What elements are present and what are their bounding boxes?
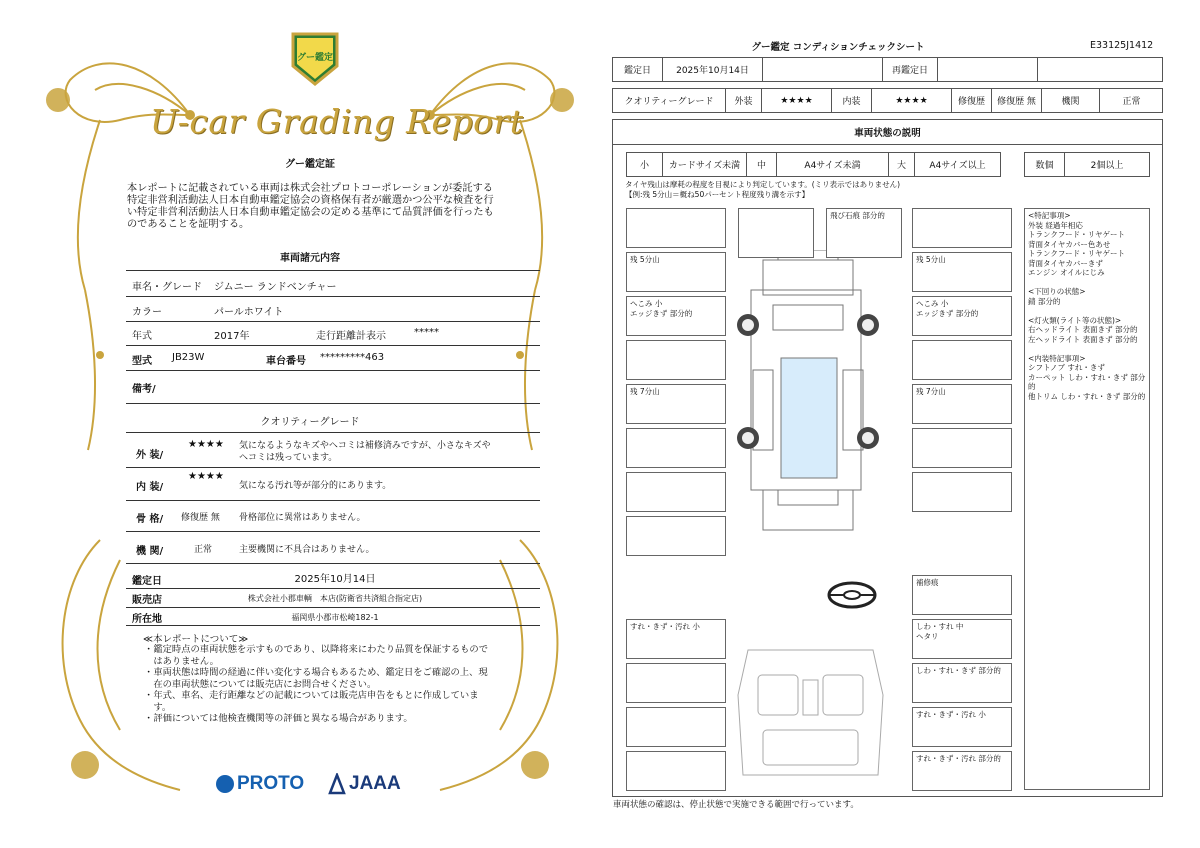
proto-logo-text: PROTO	[237, 773, 305, 794]
ext-box-left-4	[626, 340, 726, 380]
notice-list	[144, 644, 494, 725]
ext-label: 外装	[726, 89, 762, 112]
repair-label: 修復歴	[952, 89, 992, 112]
note-line: 右ヘッドライト 表面きず 部分的	[1028, 325, 1138, 334]
special-notes	[1024, 208, 1150, 790]
size-small: 小	[627, 153, 663, 176]
divider	[126, 500, 540, 501]
jaaa-mark-icon	[328, 773, 346, 795]
steering-wheel-icon	[826, 580, 878, 610]
tire-note-line: 【例:残 5分山＝概ね50パーセント程度残り溝を示す】	[625, 189, 810, 199]
int-box-text: すれ・きず・汚れ 小	[916, 710, 986, 719]
redate-value	[938, 58, 1038, 81]
exterior-label: 外 装/	[136, 450, 164, 461]
proto-mark-icon	[216, 775, 234, 793]
model-value: ジムニー ランドベンチャー	[214, 282, 337, 293]
engine-value: 正常	[194, 545, 213, 555]
mileage-label: 走行距離計表示	[316, 331, 386, 342]
ext-box-left-7	[626, 472, 726, 512]
ext-box-text: 残 7分山	[630, 387, 660, 396]
ext-box-left-3: へこみ 小 エッジきず 部分的	[626, 296, 726, 336]
divider	[126, 345, 540, 346]
interior-stars: ★★★★	[188, 471, 224, 482]
int-box-right-4	[912, 751, 1012, 791]
divider	[126, 432, 540, 433]
note-line: トランクフード・リヤゲート	[1028, 230, 1125, 239]
note-line: 背面タイヤカバーきず	[1028, 258, 1103, 268]
jaaa-logo	[328, 773, 401, 795]
date-value: 2025年10月14日	[294, 574, 376, 585]
divider	[126, 531, 540, 532]
dealer-label: 販売店	[132, 595, 162, 606]
ext-box-text: 残 5分山	[630, 255, 660, 264]
notice-heading: ≪本レポートについて≫	[143, 634, 249, 645]
frame-label: 骨 格/	[136, 514, 164, 525]
grade-row	[612, 88, 1163, 113]
engine-desc: 主要機関に不具合はありません。	[239, 545, 375, 555]
int-box-text: しわ・すれ・きず 部分的	[916, 666, 1001, 675]
frame-desc: 骨格部位に異常はありません。	[239, 513, 366, 523]
divider	[126, 588, 540, 589]
sheet-code: E33125J1412	[1090, 40, 1154, 51]
ext-box-left-6	[626, 428, 726, 468]
int-label: 内装	[832, 89, 872, 112]
int-box-left-4	[626, 751, 726, 791]
engine-value: 正常	[1122, 97, 1141, 107]
dealer-value: 株式会社小郡車輌 本店(防衛省共済組合指定店)	[247, 594, 423, 603]
note-line: 背面タイヤカバー色あせ	[1028, 239, 1111, 249]
date-row	[612, 57, 1163, 82]
int-box-steering	[912, 575, 1012, 615]
type-label: 型式	[132, 356, 152, 367]
note-line	[1028, 344, 1146, 354]
int-box-left-2	[626, 663, 726, 703]
count-label: 数個	[1025, 153, 1065, 176]
ext-box-right-1	[912, 208, 1012, 248]
divider	[126, 403, 540, 404]
ext-box-right-7	[912, 472, 1012, 512]
int-box-right-2	[912, 663, 1012, 703]
goo-kantei-logo	[287, 28, 343, 88]
note-line: 錆 部分的	[1028, 296, 1061, 306]
color-label: カラー	[132, 307, 162, 318]
note-line: シフトノブ すれ・きず	[1028, 363, 1105, 372]
ext-box-text: 残 7分山	[916, 387, 946, 396]
note-line: <内装特記事項>	[1028, 353, 1086, 363]
tire-note	[625, 180, 900, 199]
int-box-text: すれ・きず・汚れ 小	[630, 622, 700, 631]
remarks-label: 備考/	[132, 384, 156, 395]
count-desc: 2個以上	[1090, 161, 1124, 171]
chassis-value: *********463	[320, 352, 385, 363]
engine-label: 機 関/	[136, 546, 164, 557]
divider	[126, 607, 540, 608]
grading-certificate	[40, 20, 580, 830]
date-value: 2025年10月14日	[663, 58, 763, 81]
divider	[126, 625, 540, 626]
ext-box-left-1	[626, 208, 726, 248]
notice-item: ・ 評価については他検査機関等の評価と異なる場合があります。	[144, 713, 413, 724]
condition-panel	[612, 119, 1163, 797]
notice-item: ・ 車両状態は時間の経過に伴い変化する場合もあるため、鑑定日をご確認の上、現在の車両状態については販売店にお問合せください。	[144, 667, 488, 690]
interior-desc: 気になる汚れ等が部分的にあります。	[239, 481, 392, 491]
tire-note-line: タイヤ残山は摩耗の程度を目視により判定しています。(ミリ表示ではありません)	[625, 180, 901, 189]
int-box-text: 補修痕	[916, 578, 939, 587]
int-stars: ★★★★	[872, 89, 952, 112]
ext-stars: ★★★★	[762, 89, 832, 112]
model-label: 車名・グレード	[132, 282, 202, 293]
car-interior-diagram	[728, 635, 893, 785]
date-label: 鑑定日	[613, 58, 663, 81]
note-line	[1028, 278, 1146, 288]
ext-box-top-center	[826, 208, 902, 258]
date-label: 鑑定日	[132, 576, 162, 587]
size-mid-desc: A4サイズ未満	[777, 153, 889, 176]
note-line: カーペット しわ・すれ・きず 部分的	[1028, 372, 1146, 391]
size-large-desc: A4サイズ以上	[929, 161, 986, 171]
divider	[126, 563, 540, 564]
ext-box-top-left	[738, 208, 814, 258]
size-mid: 中	[747, 153, 777, 176]
ext-box-text: 飛び石痕 部分的	[830, 211, 885, 220]
count-legend	[1024, 152, 1150, 177]
note-line: 左ヘッドライト 表面きず 部分的	[1028, 334, 1138, 344]
ext-box-right-5	[912, 384, 1012, 424]
certificate-intro: 本レポートに記載されている車両は株式会社プロトコーポレーションが委託する特定非営利活動法人日本自動車鑑定協会の資格保有者が厳選かつ公平な検査を行い特定非営利活動法人日本自動車鑑定協会の定める基準にて品質評価を行ったものであることを証明する。	[127, 183, 494, 230]
grade-label: クオリティーグレード	[613, 89, 726, 112]
sheet-footer: 車両状態の確認は、停止状態で実施できる範囲で行っています。	[613, 800, 859, 810]
note-line: <特記事項>	[1028, 211, 1071, 220]
certificate-heading: グー鑑定証	[285, 159, 335, 170]
mileage-value: *****	[414, 327, 439, 338]
year-value: 2017年	[214, 331, 250, 342]
int-box-left-1	[626, 619, 726, 659]
type-value: JB23W	[172, 352, 205, 363]
sheet-title: グー鑑定 コンディションチェックシート	[751, 42, 925, 53]
color-value: パールホワイト	[214, 307, 284, 318]
note-line: 外装 経過年相応	[1028, 220, 1083, 230]
frame-value: 修復歴 無	[181, 513, 220, 523]
size-small-desc: カードサイズ未満	[663, 153, 747, 176]
ext-box-left-5	[626, 384, 726, 424]
address-label: 所在地	[132, 614, 162, 625]
specs-heading: 車両諸元内容	[280, 253, 340, 264]
interior-label: 内 装/	[136, 482, 164, 493]
int-box-right-3	[912, 707, 1012, 747]
address-value: 福岡県小郡市松崎182-1	[291, 613, 379, 622]
ext-box-left-2	[626, 252, 726, 292]
int-box-left-3	[626, 707, 726, 747]
ext-box-left-8	[626, 516, 726, 556]
note-line: <灯火類(ライト等の状態)>	[1028, 315, 1122, 325]
exterior-desc: 気になるようなキズやヘコミは補修済みですが、小さなキズやヘコミは残っています。	[239, 441, 491, 463]
year-label: 年式	[132, 331, 152, 342]
redate-label: 再鑑定日	[883, 58, 938, 81]
script-title: U-car Grading Report	[150, 102, 524, 141]
notice-item: ・ 鑑定時点の車両状態を示すものであり、以降将来にわたり品質を保証するものではありません。	[144, 644, 489, 667]
chassis-label: 車台番号	[266, 356, 306, 367]
int-box-text: ヘタリ	[916, 632, 939, 641]
car-exterior-diagram	[723, 250, 893, 545]
divider	[126, 370, 540, 371]
proto-logo	[216, 773, 304, 795]
note-line: <下回りの状態>	[1028, 287, 1086, 296]
notice-item: ・ 年式、車名、走行距離などの記載については販売店申告をもとに作成しています。	[144, 690, 479, 713]
int-box-right-1	[912, 619, 1012, 659]
grade-heading: クオリティーグレード	[260, 417, 360, 428]
blank-cell	[763, 58, 883, 81]
divider	[126, 270, 540, 271]
jaaa-logo-text: JAAA	[349, 773, 401, 794]
repair-value: 修復歴 無	[992, 89, 1042, 112]
divider	[126, 467, 540, 468]
ext-box-right-6	[912, 428, 1012, 468]
exterior-stars: ★★★★	[188, 439, 224, 450]
ext-box-text: 残 5分山	[916, 255, 946, 264]
size-legend	[626, 152, 1001, 177]
ext-box-right-4	[912, 340, 1012, 380]
ext-box-right-3: へこみ 小 エッジきず 部分的	[912, 296, 1012, 336]
note-line: エンジン オイルにじみ	[1028, 268, 1105, 277]
note-line: 他トリム しわ・すれ・きず 部分的	[1028, 391, 1146, 401]
int-box-text: すれ・きず・汚れ 部分的	[916, 754, 1001, 763]
ext-box-right-2	[912, 252, 1012, 292]
engine-label: 機関	[1042, 89, 1100, 112]
size-large: 大	[889, 153, 915, 176]
divider	[126, 296, 540, 297]
section-title: 車両状態の説明	[613, 120, 1162, 145]
goo-logo-text: グー鑑定	[296, 53, 333, 63]
int-box-text: しわ・すれ 中	[916, 622, 964, 631]
divider	[126, 321, 540, 322]
note-line	[1028, 306, 1146, 316]
note-line: トランクフード・リヤゲート	[1028, 249, 1125, 258]
